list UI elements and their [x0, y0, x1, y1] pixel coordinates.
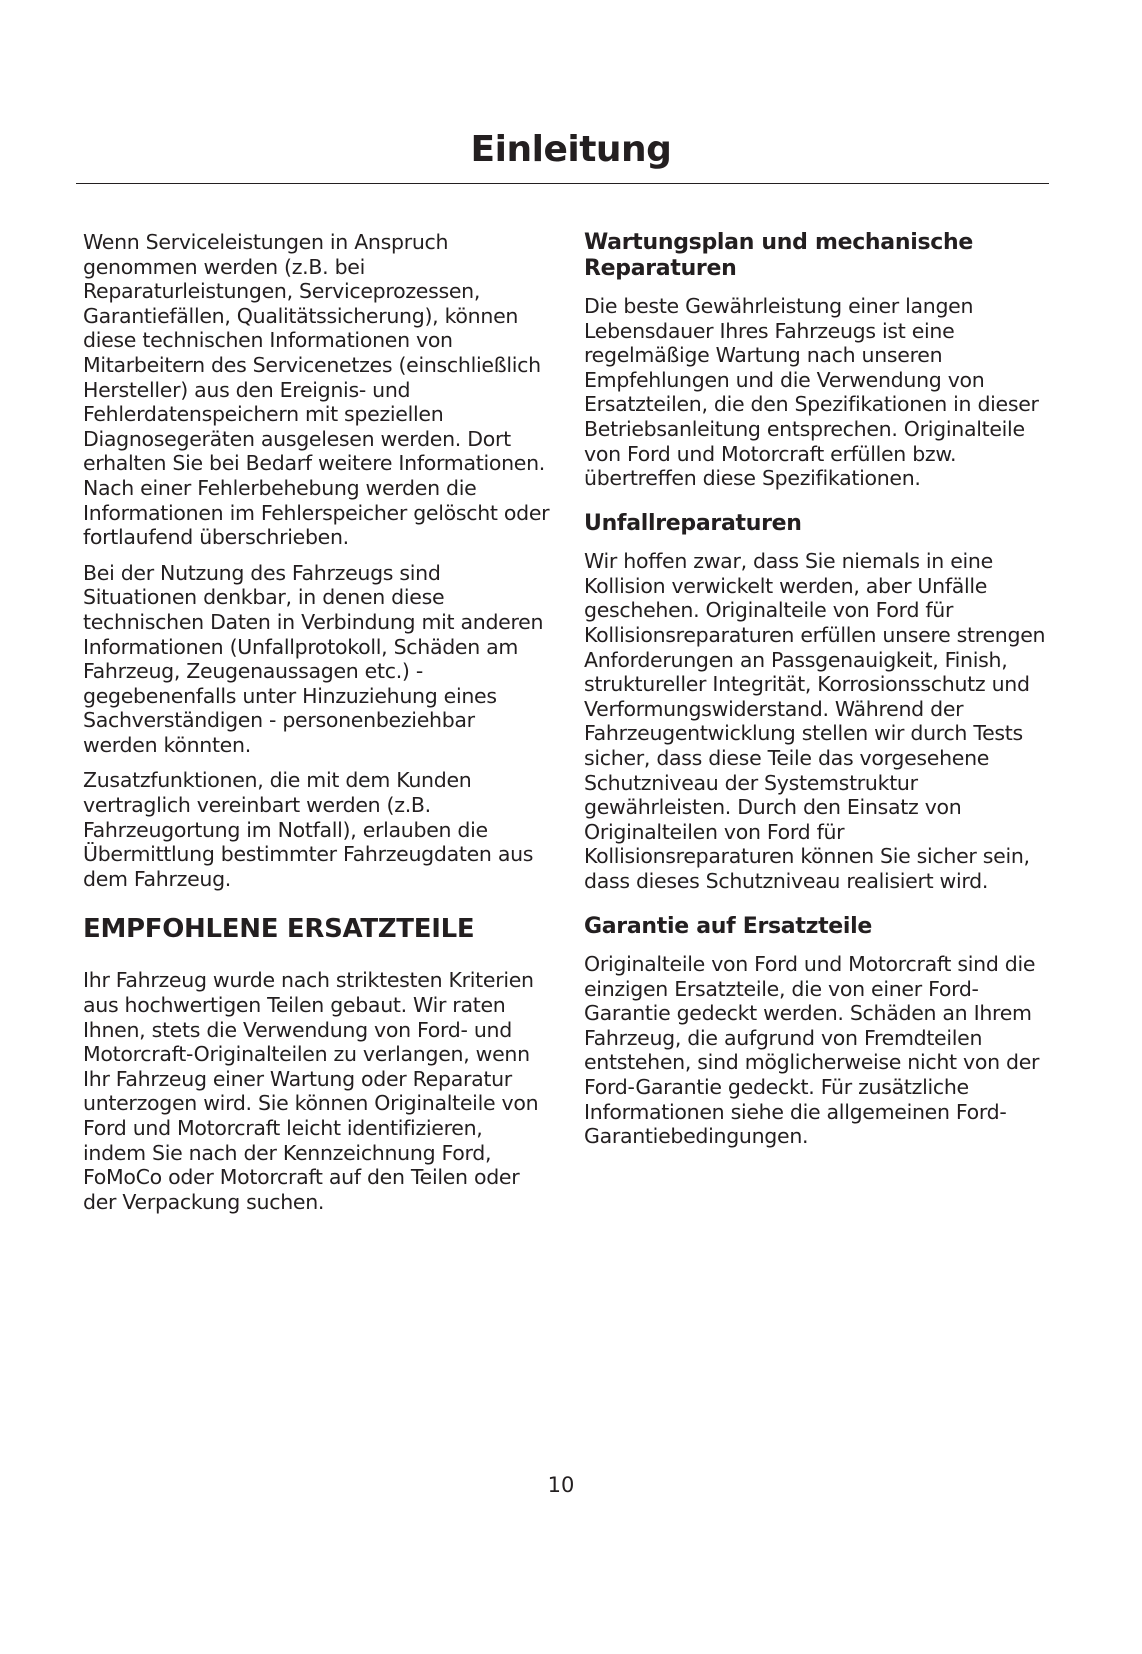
paragraph-additional-functions: Zusatzfunktionen, die mit dem Kunden vertraglich vereinbart werden (z.B. Fahrzeugortung im Notfall), erlauben die Übermittlung bestimmter Fahrzeugdaten aus dem Fahrzeug.	[83, 768, 534, 891]
paragraph-accident-repairs: Wir hoffen zwar, dass Sie niemals in eine Kollision verwickelt werden, aber Unfälle geschehen. Originalteile von Ford für Kollisionsreparaturen erfüllen unsere strengen Anforderungen an Passgenauigkeit, Finish, struktureller Integrität, Korrosionsschutz und Verformungswiderstand. Während der Fahrzeugentwicklung stellen wir durch Tests sicher, dass diese Teile das vorgesehene Schutzniveau der Systemstruktur gewährleisten. Durch den Einsatz von Originalteilen von Ford für Kollisionsreparaturen können Sie sicher sein, dass dieses Schutzniveau realisiert wird.	[584, 549, 1046, 893]
paragraph-personal-data: Bei der Nutzung des Fahrzeugs sind Situationen denkbar, in denen diese technischen Daten in Verbindung mit anderen Informationen (Unfallprotokoll, Schäden am Fahrzeug, Zeugenaussagen etc.) - gegebenenfalls unter Hinzuziehung eines Sachverständigen - personenbeziehbar werden könnten.	[83, 560, 544, 757]
page-title: Einleitung	[470, 129, 672, 170]
page-number: 10	[547, 1473, 575, 1497]
title-divider	[76, 183, 1049, 184]
right-column	[584, 230, 1046, 1160]
paragraph-parts-warranty: Originalteile von Ford und Motorcraft sind die einzigen Ersatzteile, die von einer Ford-Garantie gedeckt werden. Schäden an Ihrem Fahrzeug, die aufgrund von Fremdteilen entstehen, sind möglicherweise nicht von der Ford-Garantie gedeckt. Für zusätzliche Informationen siehe die allgemeinen Ford-Garantiebedingungen.	[584, 952, 1040, 1149]
subheading-parts-warranty: Garantie auf Ersatzteile	[584, 913, 873, 939]
paragraph-service-data: Wenn Serviceleistungen in Anspruch genommen werden (z.B. bei Reparaturleistungen, Serviceprozessen, Garantiefällen, Qualitätssicherung), können diese technischen Informationen von Mitarbeitern des Servicenetzes (einschließlich Hersteller) aus den Ereignis- und Fehlerdatenspeichern mit speziellen Diagnosegeräten ausgelesen werden. Dort erhalten Sie bei Bedarf weitere Informationen. Nach einer Fehlerbehebung werden die Informationen im Fehlerspeicher gelöscht oder fortlaufend überschrieben.	[83, 230, 550, 550]
paragraph-maintenance: Die beste Gewährleistung einer langen Lebensdauer Ihres Fahrzeugs ist eine regelmäßige Wartung nach unseren Empfehlungen und die Verwendung von Ersatzteilen, die den Spezifikationen in dieser Betriebsanleitung entsprechen. Originalteile von Ford und Motorcraft erfüllen bzw. übertreffen diese Spezifikationen.	[584, 294, 1039, 491]
left-column	[83, 230, 551, 1225]
subheading-maintenance: Wartungsplan und mechanische Reparaturen	[584, 230, 973, 281]
section-heading-recommended-parts: EMPFOHLENE ERSATZTEILE	[83, 914, 475, 945]
paragraph-recommended-parts: Ihr Fahrzeug wurde nach striktesten Kriterien aus hochwertigen Teilen gebaut. Wir raten Ihnen, stets die Verwendung von Ford- und Motorcraft-Originalteilen zu verlangen, wenn Ihr Fahrzeug einer Wartung oder Reparatur unterzogen wird. Sie können Originalteile von Ford und Motorcraft leicht identifizieren, indem Sie nach der Kennzeichnung Ford, FoMoCo oder Motorcraft auf den Teilen oder der Verpackung suchen.	[83, 968, 539, 1214]
subheading-accident-repairs: Unfallreparaturen	[584, 510, 802, 536]
